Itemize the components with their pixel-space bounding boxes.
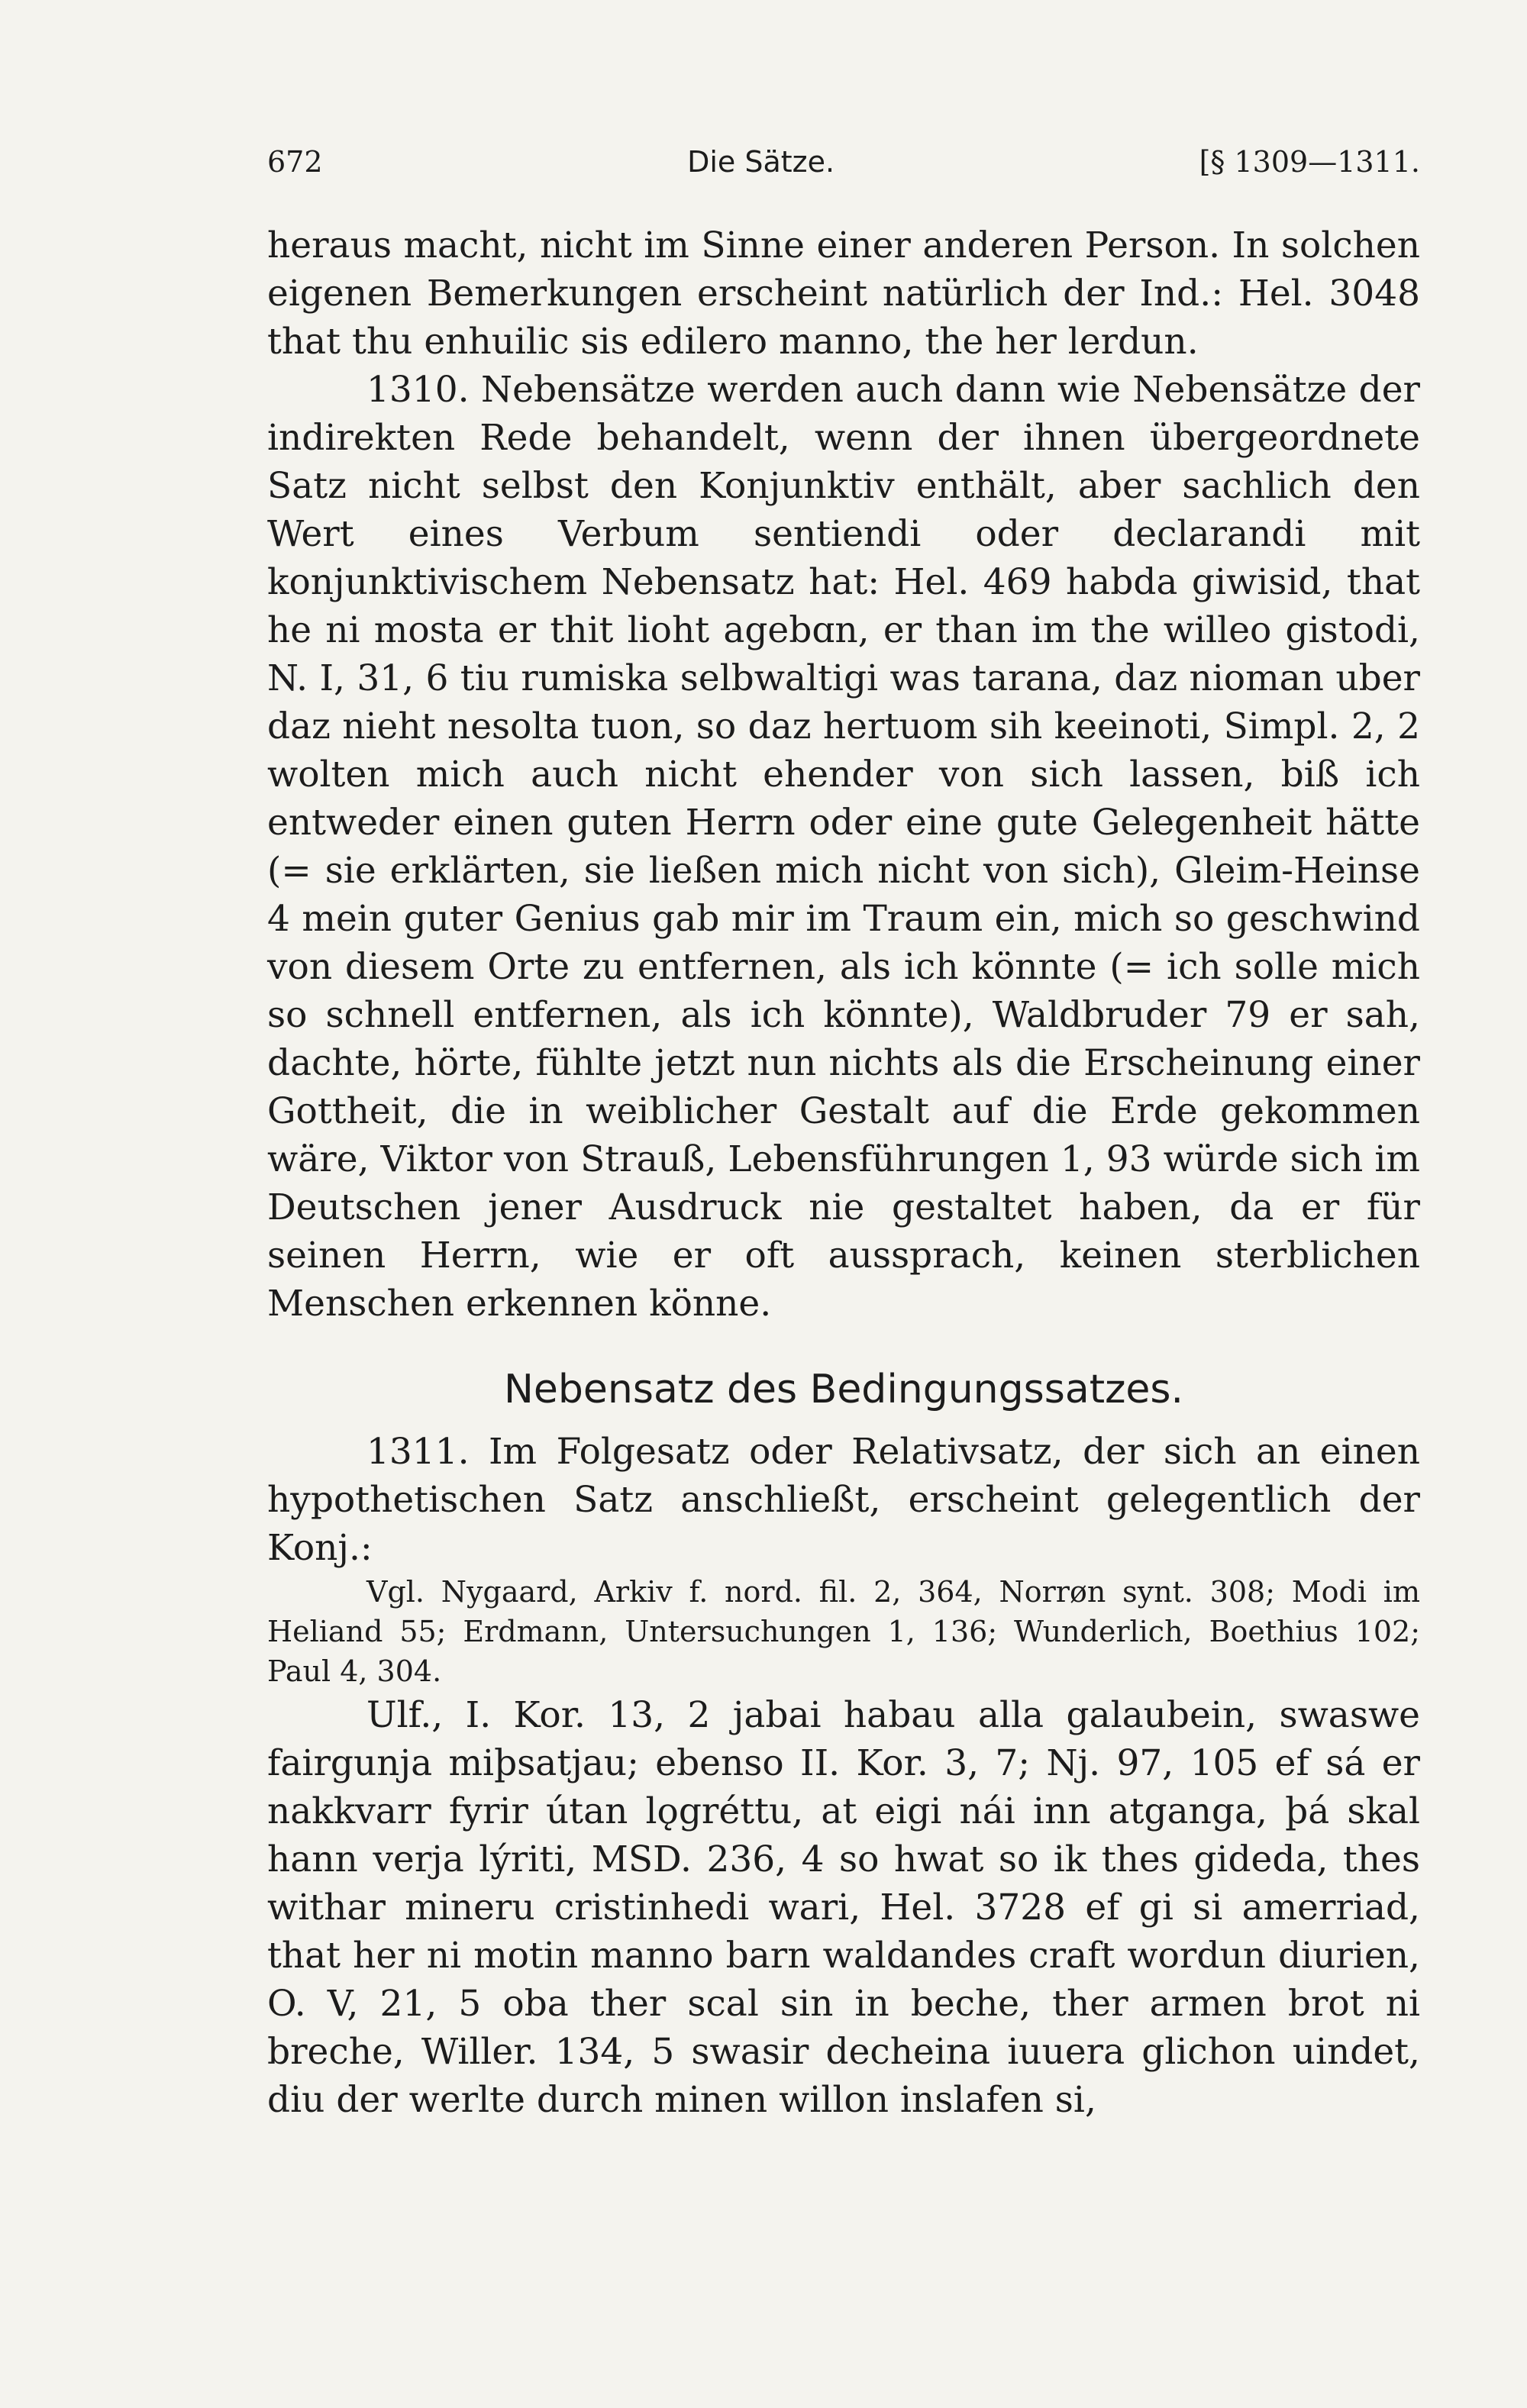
paragraph-1310: 1310. Nebensätze werden auch dann wie Nebensätze der indirekten Rede behandelt, wenn der ihnen übergeordnete Satz nicht selbst den Konjunktiv enthält, aber sachlich den Wert eines Verbum sentiendi oder declarandi mit konjunktivischem Nebensatz hat: Hel. 469 habda giwisid, that he ni mosta er thit lioht agebɑn, er than im the willeo gistodi, N. I, 31, 6 tiu rumiska selbwaltigi was tarana, daz nioman uber daz nieht nesolta tuon, so daz hertuom sih keeinoti, Simpl. 2, 2 wolten mich auch nicht ehender von sich lassen, biß ich entweder einen guten Herrn oder eine gute Gelegenheit hätte (= sie erklärten, sie ließen mich nicht von sich), Gleim-Heinse 4 mein guter Genius gab mir im Traum ein, mich so geschwind von diesem Orte zu entfernen, als ich könnte (= ich solle mich so schnell entfernen, als ich könnte), Waldbruder 79 er sah, dachte, hörte, fühlte jetzt nun nichts als die Erscheinung einer Gottheit, die in weiblicher Gestalt auf die Erde gekommen wäre, Viktor von Strauß, Lebensführungen 1, 93 würde sich im Deutschen jener Ausdruck nie gestaltet haben, da er für seinen Herrn, wie er oft aussprach, keinen sterblichen Menschen erkennen könne. — [267, 369, 1420, 1325]
body-text — [267, 221, 1420, 2124]
page-number: 672 — [267, 145, 323, 179]
running-title: Die Sätze. — [687, 145, 835, 179]
section-heading: Nebensatz des Bedingungssatzes. — [504, 1367, 1183, 1412]
references-note: Vgl. Nygaard, Arkiv f. nord. fil. 2, 364, Norrøn synt. 308; Modi im Heliand 55; Erdmann, Untersuchungen 1, 136; Wunderlich, Boethius 102; Paul 4, 304. — [267, 1575, 1420, 1688]
paragraph-continuation: heraus macht, nicht im Sinne einer anderen Person. In solchen eigenen Bemerkungen erscheint natürlich der Ind.: Hel. 3048 that thu enhuilic sis edilero manno, the her lerdun. — [267, 224, 1420, 363]
paragraph-examples: Ulf., I. Kor. 13, 2 jabai habau alla galaubein, swaswe fairgunja miþsatjau; ebenso II. Kor. 3, 7; Nj. 97, 105 ef sá er nakkvarr fyrir útan lǫgréttu, at eigi nái inn atganga, þá skal hann verja lýriti, MSD. 236, 4 so hwat so ik thes gideda, thes withar mineru cristinhedi wari, Hel. 3728 ef gi si amerriad, that her ni motin manno barn waldandes craft wordun diurien, O. V, 21, 5 oba ther scal sin in beche, ther armen brot ni breche, Willer. 134, 5 swasir decheina iuuera glichon uindet, diu der werlte durch minen willon inslafen si, — [267, 1694, 1420, 2121]
running-header — [267, 145, 1420, 179]
section-range: [§ 1309—1311. — [1199, 145, 1420, 179]
page — [267, 145, 1420, 2124]
paragraph-1311: 1311. Im Folgesatz oder Relativsatz, der sich an einen hypothetischen Satz anschließt, erscheint gelegentlich der Konj.: — [267, 1431, 1420, 1569]
